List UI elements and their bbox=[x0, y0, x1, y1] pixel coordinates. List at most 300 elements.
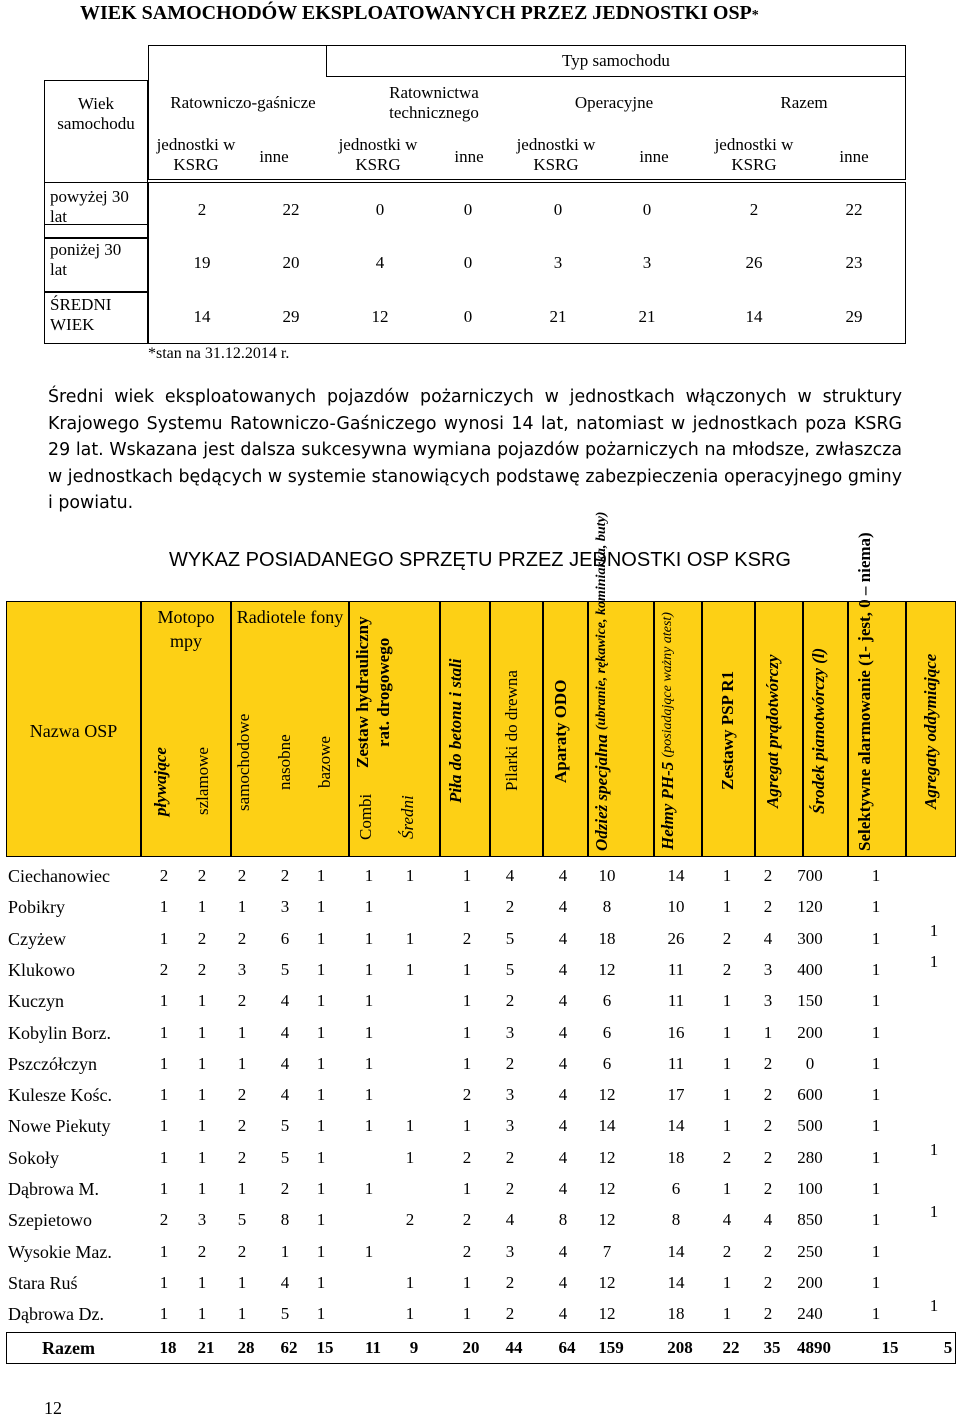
col-zestawy-psp: Zestawy PSP R1 bbox=[718, 671, 737, 791]
table-cell: 1 bbox=[316, 866, 326, 885]
table-cell: 4 bbox=[280, 1053, 290, 1073]
table-cell: 4 bbox=[505, 866, 515, 885]
osp-name: Pszczółczyn bbox=[8, 1053, 97, 1074]
col-aparaty: Aparaty ODO bbox=[551, 679, 570, 783]
table-cell: 1 bbox=[197, 1179, 207, 1198]
age-value: 3 bbox=[642, 253, 652, 272]
table-cell: 150 bbox=[797, 991, 823, 1011]
table-row bbox=[6, 1175, 956, 1206]
table-cell: 18 bbox=[667, 1147, 685, 1167]
table-cell: 5 bbox=[280, 1116, 290, 1136]
table-cell: 1 bbox=[197, 1022, 207, 1042]
table-cell: 1 bbox=[316, 897, 326, 917]
table-cell: 280 bbox=[797, 1147, 823, 1167]
table-cell: 2 bbox=[505, 1272, 515, 1292]
table-cell: 1 bbox=[237, 1022, 247, 1042]
table-row bbox=[6, 951, 956, 987]
equipment-title: WYKAZ POSIADANEGO SPRZĘTU PRZEZ JEDNOSTKI OSP KSRG bbox=[169, 549, 791, 571]
table-cell: 1 bbox=[316, 991, 326, 1011]
table-cell: 2 bbox=[237, 1116, 247, 1136]
table-cell: 2 bbox=[722, 1147, 732, 1167]
table-cell: 1 bbox=[929, 1296, 939, 1316]
table-cell: 3 bbox=[237, 959, 247, 979]
age-value: 19 bbox=[193, 253, 211, 272]
table-cell: 1 bbox=[871, 1085, 881, 1105]
col-bazowe: bazowe bbox=[315, 736, 334, 789]
table-cell: 1 bbox=[316, 1179, 326, 1198]
table-cell: 2 bbox=[237, 1147, 247, 1167]
age-value: 12 bbox=[371, 307, 389, 326]
table-cell: 1 bbox=[405, 1116, 415, 1136]
table-cell: 1 bbox=[929, 920, 939, 940]
table-cell: 1 bbox=[462, 866, 472, 885]
table-cell: 1 bbox=[871, 1116, 881, 1136]
table-cell: 12 bbox=[598, 1147, 616, 1167]
table-cell: 2 bbox=[197, 866, 207, 885]
table-cell: 1 bbox=[159, 991, 169, 1011]
table-cell: 1 bbox=[159, 1022, 169, 1042]
osp-name: Ciechanowiec bbox=[8, 866, 110, 886]
total-cell: 22 bbox=[722, 1337, 740, 1357]
table-cell: 1 bbox=[722, 1116, 732, 1136]
table-cell: 2 bbox=[763, 866, 773, 885]
table-cell: 4 bbox=[558, 1241, 568, 1261]
type-op: Operacyjne bbox=[574, 93, 654, 112]
table-cell: 1 bbox=[316, 1210, 326, 1230]
table-cell: 2 bbox=[280, 1179, 290, 1198]
table-cell: 4 bbox=[558, 1053, 568, 1073]
osp-name: Czyżew bbox=[8, 928, 66, 949]
total-cell: 44 bbox=[505, 1337, 523, 1357]
table-cell: 1 bbox=[316, 1022, 326, 1042]
table-cell: 14 bbox=[667, 1241, 685, 1261]
table-cell: 1 bbox=[364, 1085, 374, 1105]
table-cell: 2 bbox=[197, 1241, 207, 1261]
sub-3: inne bbox=[454, 147, 484, 166]
table-cell: 3 bbox=[763, 959, 773, 979]
table-cell: 1 bbox=[364, 1241, 374, 1261]
table-cell: 14 bbox=[598, 1116, 616, 1136]
table-cell: 2 bbox=[237, 991, 247, 1011]
table-cell: 8 bbox=[558, 1210, 568, 1230]
total-cell: 9 bbox=[409, 1337, 419, 1357]
totals-label: Razem bbox=[42, 1337, 95, 1358]
osp-name: Wysokie Maz. bbox=[8, 1241, 112, 1262]
total-cell: 11 bbox=[364, 1337, 382, 1357]
table-cell: 2 bbox=[197, 928, 207, 948]
table-cell: 14 bbox=[667, 1272, 685, 1292]
table-cell: 1 bbox=[722, 1304, 732, 1324]
table-cell: 2 bbox=[722, 1241, 732, 1261]
sub-5: inne bbox=[639, 147, 669, 166]
table-cell: 4 bbox=[558, 1147, 568, 1167]
table-cell: 2 bbox=[763, 1304, 773, 1324]
table-cell: 5 bbox=[280, 959, 290, 979]
table-cell: 1 bbox=[871, 1272, 881, 1292]
table-cell: 26 bbox=[667, 928, 685, 948]
table-cell: 3 bbox=[505, 1241, 515, 1261]
total-cell: 28 bbox=[237, 1337, 255, 1357]
table-cell: 1 bbox=[364, 1179, 374, 1198]
table-cell: 12 bbox=[598, 1179, 616, 1198]
table-cell: 4 bbox=[280, 1085, 290, 1105]
age-value: 22 bbox=[282, 200, 300, 219]
table-cell: 1 bbox=[316, 1085, 326, 1105]
table-cell: 1 bbox=[722, 897, 732, 917]
table-row bbox=[6, 893, 956, 924]
table-cell: 1 bbox=[364, 991, 374, 1011]
table-cell: 3 bbox=[505, 1085, 515, 1105]
col-samochodowe: samochodowe bbox=[234, 713, 253, 812]
table-cell: 4 bbox=[280, 1272, 290, 1292]
age-value: 20 bbox=[282, 253, 300, 272]
table-cell: 1 bbox=[462, 1179, 472, 1198]
table-cell: 1 bbox=[871, 959, 881, 979]
table-cell: 4 bbox=[558, 991, 568, 1011]
table-cell: 1 bbox=[364, 1022, 374, 1042]
table-row bbox=[6, 1081, 956, 1112]
table-cell: 2 bbox=[462, 1147, 472, 1167]
table-cell: 1 bbox=[462, 1304, 472, 1324]
age-value: 14 bbox=[745, 307, 763, 326]
table-cell: 2 bbox=[505, 897, 515, 917]
table-cell: 1 bbox=[197, 1053, 207, 1073]
table-cell: 4 bbox=[763, 1210, 773, 1230]
table-cell: 4 bbox=[558, 866, 568, 885]
sub-2: jednostki w KSRG bbox=[338, 135, 418, 174]
table-cell: 10 bbox=[667, 897, 685, 917]
table-row bbox=[6, 1139, 956, 1175]
osp-name: Dąbrowa M. bbox=[8, 1179, 99, 1199]
table-cell: 4 bbox=[558, 1179, 568, 1198]
col-szlamowe: szlamowe bbox=[193, 747, 212, 816]
table-cell: 18 bbox=[598, 928, 616, 948]
table-cell: 2 bbox=[722, 959, 732, 979]
table-cell: 1 bbox=[159, 1147, 169, 1167]
table-cell: 1 bbox=[159, 1304, 169, 1324]
total-cell: 208 bbox=[667, 1337, 693, 1357]
table-cell: 3 bbox=[505, 1116, 515, 1136]
table-cell: 2 bbox=[763, 1241, 773, 1261]
table-cell: 4 bbox=[558, 1116, 568, 1136]
table-cell: 1 bbox=[159, 1116, 169, 1136]
table-cell: 2 bbox=[237, 866, 247, 885]
row-label-0: powyżej 30 lat bbox=[50, 187, 129, 226]
page-title: WIEK SAMOCHODÓW EKSPLOATOWANYCH PRZEZ JEDNOSTKI OSP* bbox=[80, 2, 759, 24]
table-cell: 1 bbox=[316, 1147, 326, 1167]
table-cell: 1 bbox=[364, 1116, 374, 1136]
table-cell: 10 bbox=[598, 866, 616, 885]
age-value: 23 bbox=[845, 253, 863, 272]
table-cell: 1 bbox=[316, 1272, 326, 1292]
table-cell: 18 bbox=[667, 1304, 685, 1324]
age-value: 0 bbox=[463, 253, 473, 272]
table-cell: 2 bbox=[462, 928, 472, 948]
table-cell: 2 bbox=[237, 928, 247, 948]
total-cell: 62 bbox=[280, 1337, 298, 1357]
type-rt: Ratownictwa technicznego bbox=[389, 83, 479, 122]
total-cell: 64 bbox=[558, 1337, 576, 1357]
table-cell: 1 bbox=[405, 866, 415, 885]
table-cell: 1 bbox=[405, 1147, 415, 1167]
total-cell: 35 bbox=[763, 1337, 781, 1357]
sub-1: inne bbox=[259, 147, 289, 166]
table-cell: 1 bbox=[722, 1272, 732, 1292]
table-cell: 2 bbox=[237, 1085, 247, 1105]
table-cell: 2 bbox=[505, 1304, 515, 1324]
table-cell: 1 bbox=[197, 1147, 207, 1167]
col-pila: Piła do betonu i stali bbox=[446, 658, 465, 804]
table-cell: 8 bbox=[602, 897, 612, 917]
table-cell: 1 bbox=[364, 1053, 374, 1073]
age-value: 21 bbox=[549, 307, 567, 326]
age-value: 3 bbox=[553, 253, 563, 272]
table-row bbox=[6, 862, 956, 893]
type-razem: Razem bbox=[780, 93, 828, 112]
table-cell: 200 bbox=[797, 1272, 823, 1292]
total-cell: 18 bbox=[159, 1337, 177, 1357]
col-nasobne: nasobne bbox=[275, 734, 294, 791]
table-cell: 1 bbox=[462, 991, 472, 1011]
table-cell: 2 bbox=[280, 866, 290, 885]
table-cell: 2 bbox=[159, 959, 169, 979]
total-cell: 21 bbox=[197, 1337, 215, 1357]
table-cell: 1 bbox=[316, 1241, 326, 1261]
table-cell: 1 bbox=[929, 1202, 939, 1222]
age-value: 0 bbox=[642, 200, 652, 219]
table-cell: 11 bbox=[667, 991, 685, 1011]
col-plywajace: pływające bbox=[151, 747, 170, 816]
table-cell: 1 bbox=[462, 1053, 472, 1073]
osp-name: Nowe Piekuty bbox=[8, 1116, 111, 1137]
table-cell: 4 bbox=[280, 991, 290, 1011]
table-cell: 1 bbox=[763, 1022, 773, 1042]
page-number: 12 bbox=[44, 1398, 62, 1418]
table-row bbox=[6, 1238, 956, 1269]
age-value: 22 bbox=[845, 200, 863, 219]
table-cell: 1 bbox=[237, 1179, 247, 1198]
table-cell: 12 bbox=[598, 1304, 616, 1324]
table-cell: 2 bbox=[159, 866, 169, 885]
age-value: 2 bbox=[197, 200, 207, 219]
table-cell: 14 bbox=[667, 866, 685, 885]
table-cell: 12 bbox=[598, 1272, 616, 1292]
table-cell: 2 bbox=[763, 1053, 773, 1073]
table-cell: 12 bbox=[598, 1210, 616, 1230]
table-cell: 2 bbox=[763, 897, 773, 917]
table-cell: 2 bbox=[763, 1116, 773, 1136]
table-cell: 120 bbox=[797, 897, 823, 917]
table-cell: 1 bbox=[364, 897, 374, 917]
type-group-label: Typ samochodu bbox=[562, 51, 670, 70]
table-cell: 1 bbox=[159, 928, 169, 948]
table-cell: 1 bbox=[159, 1272, 169, 1292]
table-cell: 1 bbox=[280, 1241, 290, 1261]
table-cell: 240 bbox=[797, 1304, 823, 1324]
table-cell: 4 bbox=[558, 897, 568, 917]
table-cell: 4 bbox=[722, 1210, 732, 1230]
table-cell: 5 bbox=[280, 1304, 290, 1324]
table-cell: 1 bbox=[871, 1147, 881, 1167]
table-cell: 2 bbox=[197, 959, 207, 979]
table-cell: 4 bbox=[558, 959, 568, 979]
table-cell: 3 bbox=[763, 991, 773, 1011]
table-cell: 3 bbox=[197, 1210, 207, 1230]
table-cell: 4 bbox=[558, 928, 568, 948]
row-label-1: poniżej 30 lat bbox=[50, 240, 122, 279]
table-cell: 1 bbox=[159, 1085, 169, 1105]
table-cell: 1 bbox=[405, 959, 415, 979]
osp-name: Kuczyn bbox=[8, 991, 64, 1012]
table-cell: 1 bbox=[462, 1116, 472, 1136]
age-value: 0 bbox=[553, 200, 563, 219]
table-cell: 1 bbox=[871, 991, 881, 1011]
table-cell: 5 bbox=[505, 928, 515, 948]
table-cell: 8 bbox=[671, 1210, 681, 1230]
table-cell: 1 bbox=[197, 991, 207, 1011]
table-cell: 6 bbox=[671, 1179, 681, 1198]
table-cell: 300 bbox=[797, 928, 823, 948]
col-pilarki: Pilarki do drewna bbox=[502, 670, 521, 792]
table-cell: 6 bbox=[602, 1022, 612, 1042]
table-row bbox=[6, 987, 956, 1018]
table-cell: 4 bbox=[558, 1022, 568, 1042]
age-value: 26 bbox=[745, 253, 763, 272]
age-value: 4 bbox=[375, 253, 385, 272]
age-value: 2 bbox=[749, 200, 759, 219]
table-cell: 1 bbox=[159, 1241, 169, 1261]
table-cell: 5 bbox=[237, 1210, 247, 1230]
table-cell: 5 bbox=[280, 1147, 290, 1167]
col-helmy: Hełmy PH-5 (posiadające ważny atest) bbox=[658, 612, 677, 850]
table-cell: 6 bbox=[602, 991, 612, 1011]
osp-name: Pobikry bbox=[8, 897, 66, 918]
table-cell: 4 bbox=[505, 1210, 515, 1230]
table-cell: 7 bbox=[602, 1241, 612, 1261]
table-cell: 8 bbox=[280, 1210, 290, 1230]
table-cell: 17 bbox=[667, 1085, 685, 1105]
table-cell: 1 bbox=[929, 1139, 939, 1159]
osp-name: Sokoły bbox=[8, 1147, 60, 1168]
table-cell: 1 bbox=[159, 897, 169, 917]
col-sredni: Średni bbox=[398, 795, 417, 839]
table-cell: 200 bbox=[797, 1022, 823, 1042]
group-zestaw: Zestaw hydrauliczny rat. drogowego bbox=[353, 616, 393, 768]
table-cell: 4 bbox=[558, 1304, 568, 1324]
summary-paragraph: Średni wiek eksploatowanych pojazdów pożarniczych w jednostkach włączonych w struktury Krajowego Systemu Ratowniczo-Gaśniczego wynosi 14 lat, natomiast w jednostkach poza KSRG 29 lat. Wskazana jest dalsza sukcesywna wymiana pojazdów pożarniczych na młodsze, zwłaszcza w jednostkach będących w systemie stanowiących podstawę zabezpieczenia operacyjnego gminy i powiatu. bbox=[48, 387, 902, 513]
table-cell: 1 bbox=[722, 1085, 732, 1105]
col-combi: Combi bbox=[356, 793, 375, 841]
table-cell: 1 bbox=[871, 1304, 881, 1324]
table-cell: 2 bbox=[763, 1179, 773, 1198]
table-cell: 1 bbox=[462, 897, 472, 917]
table-cell: 1 bbox=[237, 897, 247, 917]
total-cell: 4890 bbox=[797, 1337, 831, 1357]
table-cell: 1 bbox=[364, 959, 374, 979]
total-cell: 5 bbox=[943, 1337, 953, 1357]
col-agregaty-oddym: Agregaty oddymiające bbox=[921, 653, 940, 809]
table-cell: 12 bbox=[598, 1085, 616, 1105]
table-row bbox=[6, 1296, 956, 1331]
age-value: 29 bbox=[282, 307, 300, 326]
table-cell: 1 bbox=[722, 1022, 732, 1042]
age-value: 29 bbox=[845, 307, 863, 326]
osp-name: Klukowo bbox=[8, 959, 75, 980]
col-agregat: Agregat prądotwórczy bbox=[763, 654, 782, 808]
table-cell: 14 bbox=[667, 1116, 685, 1136]
table-cell: 1 bbox=[237, 1272, 247, 1292]
table-row bbox=[6, 920, 956, 956]
table-cell: 2 bbox=[462, 1241, 472, 1261]
table-cell: 2 bbox=[722, 928, 732, 948]
age-value: 14 bbox=[193, 307, 211, 326]
group-motopompy: Motopo mpy bbox=[157, 607, 215, 651]
table-cell: 2 bbox=[405, 1210, 415, 1230]
table-cell: 6 bbox=[280, 928, 290, 948]
table-cell: 12 bbox=[598, 959, 616, 979]
table-cell: 1 bbox=[159, 1053, 169, 1073]
sub-6: jednostki w KSRG bbox=[714, 135, 794, 174]
table-row bbox=[6, 1202, 956, 1237]
table-cell: 850 bbox=[797, 1210, 823, 1230]
table-cell: 4 bbox=[558, 1272, 568, 1292]
table-cell: 11 bbox=[667, 959, 685, 979]
table-cell: 1 bbox=[722, 866, 732, 885]
table-cell: 1 bbox=[871, 897, 881, 917]
table-cell: 4 bbox=[763, 928, 773, 948]
table-cell: 1 bbox=[197, 1116, 207, 1136]
table-cell: 3 bbox=[280, 897, 290, 917]
table-cell: 1 bbox=[871, 1022, 881, 1042]
sub-4: jednostki w KSRG bbox=[516, 135, 596, 174]
table-cell: 1 bbox=[722, 1179, 732, 1198]
table-cell: 2 bbox=[505, 991, 515, 1011]
table-cell: 2 bbox=[505, 1179, 515, 1198]
table-cell: 400 bbox=[797, 959, 823, 979]
table-cell: 1 bbox=[316, 1304, 326, 1324]
age-value: 21 bbox=[638, 307, 656, 326]
table-cell: 100 bbox=[797, 1179, 823, 1198]
table-cell: 2 bbox=[462, 1210, 472, 1230]
table-cell: 1 bbox=[364, 866, 374, 885]
table-cell: 2 bbox=[237, 1241, 247, 1261]
sub-0: jednostki w KSRG bbox=[156, 135, 236, 174]
sub-7: inne bbox=[839, 147, 869, 166]
table-row bbox=[6, 1269, 956, 1300]
total-cell: 20 bbox=[462, 1337, 480, 1357]
table-cell: 1 bbox=[871, 1241, 881, 1261]
age-value: 0 bbox=[463, 200, 473, 219]
table-cell: 700 bbox=[797, 866, 823, 885]
table-cell: 1 bbox=[197, 1085, 207, 1105]
table-cell: 1 bbox=[237, 1053, 247, 1073]
col-odziez: Odzież specjalna (ubranie, rękawice, kominiarka, buty) bbox=[592, 511, 611, 851]
table-cell: 2 bbox=[763, 1147, 773, 1167]
osp-name: Szepietowo bbox=[8, 1210, 92, 1231]
table-cell: 250 bbox=[797, 1241, 823, 1261]
col-selektywne: Selektywne alarmowanie (1- jest, 0 – niema) bbox=[855, 532, 874, 851]
table-cell: 4 bbox=[558, 1085, 568, 1105]
group-radiotelefony: Radiotele fony bbox=[236, 607, 344, 627]
table-cell: 1 bbox=[405, 1304, 415, 1324]
table-cell: 16 bbox=[667, 1022, 685, 1042]
table-cell: 2 bbox=[763, 1272, 773, 1292]
table-cell: 1 bbox=[871, 1179, 881, 1198]
table-cell: 3 bbox=[505, 1022, 515, 1042]
table-cell: 2 bbox=[159, 1210, 169, 1230]
osp-name: Dąbrowa Dz. bbox=[8, 1304, 104, 1325]
total-cell: 159 bbox=[598, 1337, 624, 1357]
